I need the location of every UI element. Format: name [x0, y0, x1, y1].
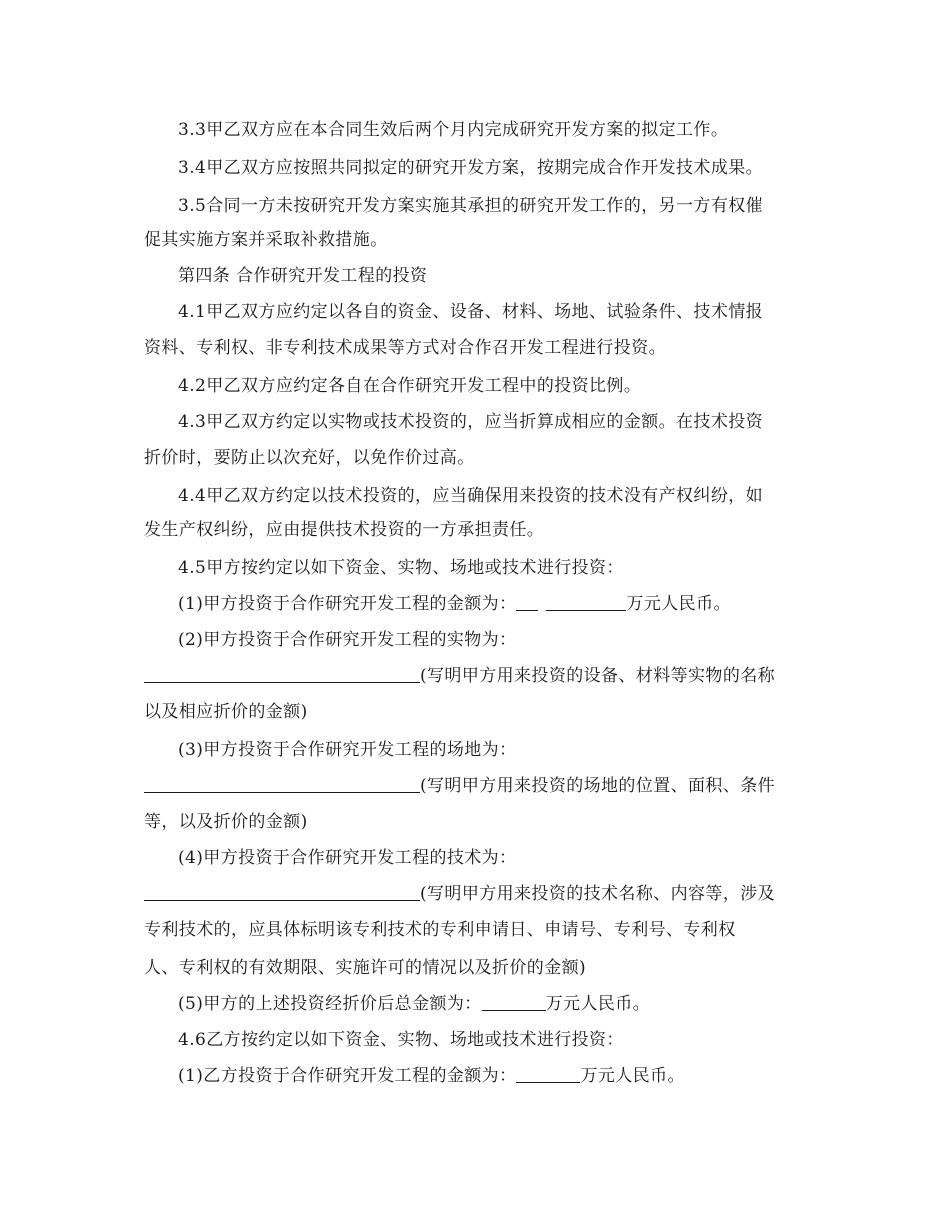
- clause-4-4-cont: 发生产权纠纷，应由提供技术投资的一方承担责任。: [144, 520, 545, 540]
- article-4-heading: 第四条 合作研究开发工程的投资: [178, 266, 428, 286]
- clause-4-5-3: (3)甲方投资于合作研究开发工程的场地为：: [178, 740, 517, 760]
- clause-3-5: 3.5合同一方未按研究开发方案实施其承担的研究开发工作的，另一方有权催: [178, 196, 764, 216]
- clause-3-3: 3.3甲乙双方应在本合同生效后两个月内完成研究开发方案的拟定工作。: [178, 120, 729, 140]
- site-blank[interactable]: [144, 775, 420, 793]
- clause-4-5-4-end: 人、专利权的有效期限、实施许可的情况以及折价的金额): [144, 958, 587, 978]
- total-amount-blank[interactable]: [482, 993, 546, 1011]
- clause-4-1: 4.1甲乙双方应约定以各自的资金、设备、材料、场地、试验条件、技术情报: [178, 302, 764, 322]
- in-kind-blank[interactable]: [144, 665, 420, 683]
- clause-4-5-2: (2)甲方投资于合作研究开发工程的实物为：: [178, 630, 517, 650]
- clause-4-3: 4.3甲乙双方约定以实物或技术投资的，应当折算成相应的金额。在技术投资: [178, 412, 764, 432]
- clause-4-5-4: (4)甲方投资于合作研究开发工程的技术为：: [178, 848, 517, 868]
- clause-4-3-cont: 折价时，要防止以次充好，以免作价过高。: [144, 448, 475, 468]
- clause-4-5-2-cont: (写明甲方用来投资的设备、材料等实物的名称: [144, 664, 775, 688]
- clause-4-5-2-end: 以及相应折价的金额): [144, 702, 308, 722]
- amount-blank-b[interactable]: [546, 593, 626, 611]
- clause-4-5-5: (5)甲方的上述投资经折价后总金额为： 万元人民币。: [178, 994, 651, 1014]
- clause-4-5-3-end: 等，以及折价的金额): [144, 812, 308, 832]
- amount-blank-a[interactable]: [516, 593, 538, 611]
- clause-4-6: 4.6乙方按约定以如下资金、实物、场地或技术进行投资：: [178, 1030, 624, 1050]
- clause-4-5-3-cont: (写明甲方用来投资的场地的位置、面积、条件: [144, 774, 775, 798]
- clause-3-4: 3.4甲乙双方应按照共同拟定的研究开发方案，按期完成合作开发技术成果。: [178, 158, 764, 178]
- clause-4-6-1: (1)乙方投资于合作研究开发工程的金额为： 万元人民币。: [178, 1066, 685, 1086]
- technology-blank[interactable]: [144, 883, 420, 901]
- clause-4-5: 4.5甲方按约定以如下资金、实物、场地或技术进行投资：: [178, 558, 624, 578]
- clause-4-4: 4.4甲乙双方约定以技术投资的，应当确保用来投资的技术没有产权纠纷，如: [178, 486, 764, 506]
- clause-4-5-4-cont2: 专利技术的，应具体标明该专利技术的专利申请日、申请号、专利号、专利权: [144, 920, 736, 940]
- clause-4-1-cont: 资料、专利权、非专利技术成果等方式对合作召开发工程进行投资。: [144, 338, 666, 358]
- clause-4-5-1: (1)甲方投资于合作研究开发工程的金额为： 万元人民币。: [178, 594, 731, 614]
- clause-3-5-cont: 促其实施方案并采取补救措施。: [144, 230, 388, 250]
- clause-4-5-4-cont: (写明甲方用来投资的技术名称、内容等，涉及: [144, 882, 775, 906]
- clause-4-2: 4.2甲乙双方应约定各自在合作研究开发工程中的投资比例。: [178, 376, 642, 396]
- party-b-amount-blank[interactable]: [516, 1065, 580, 1083]
